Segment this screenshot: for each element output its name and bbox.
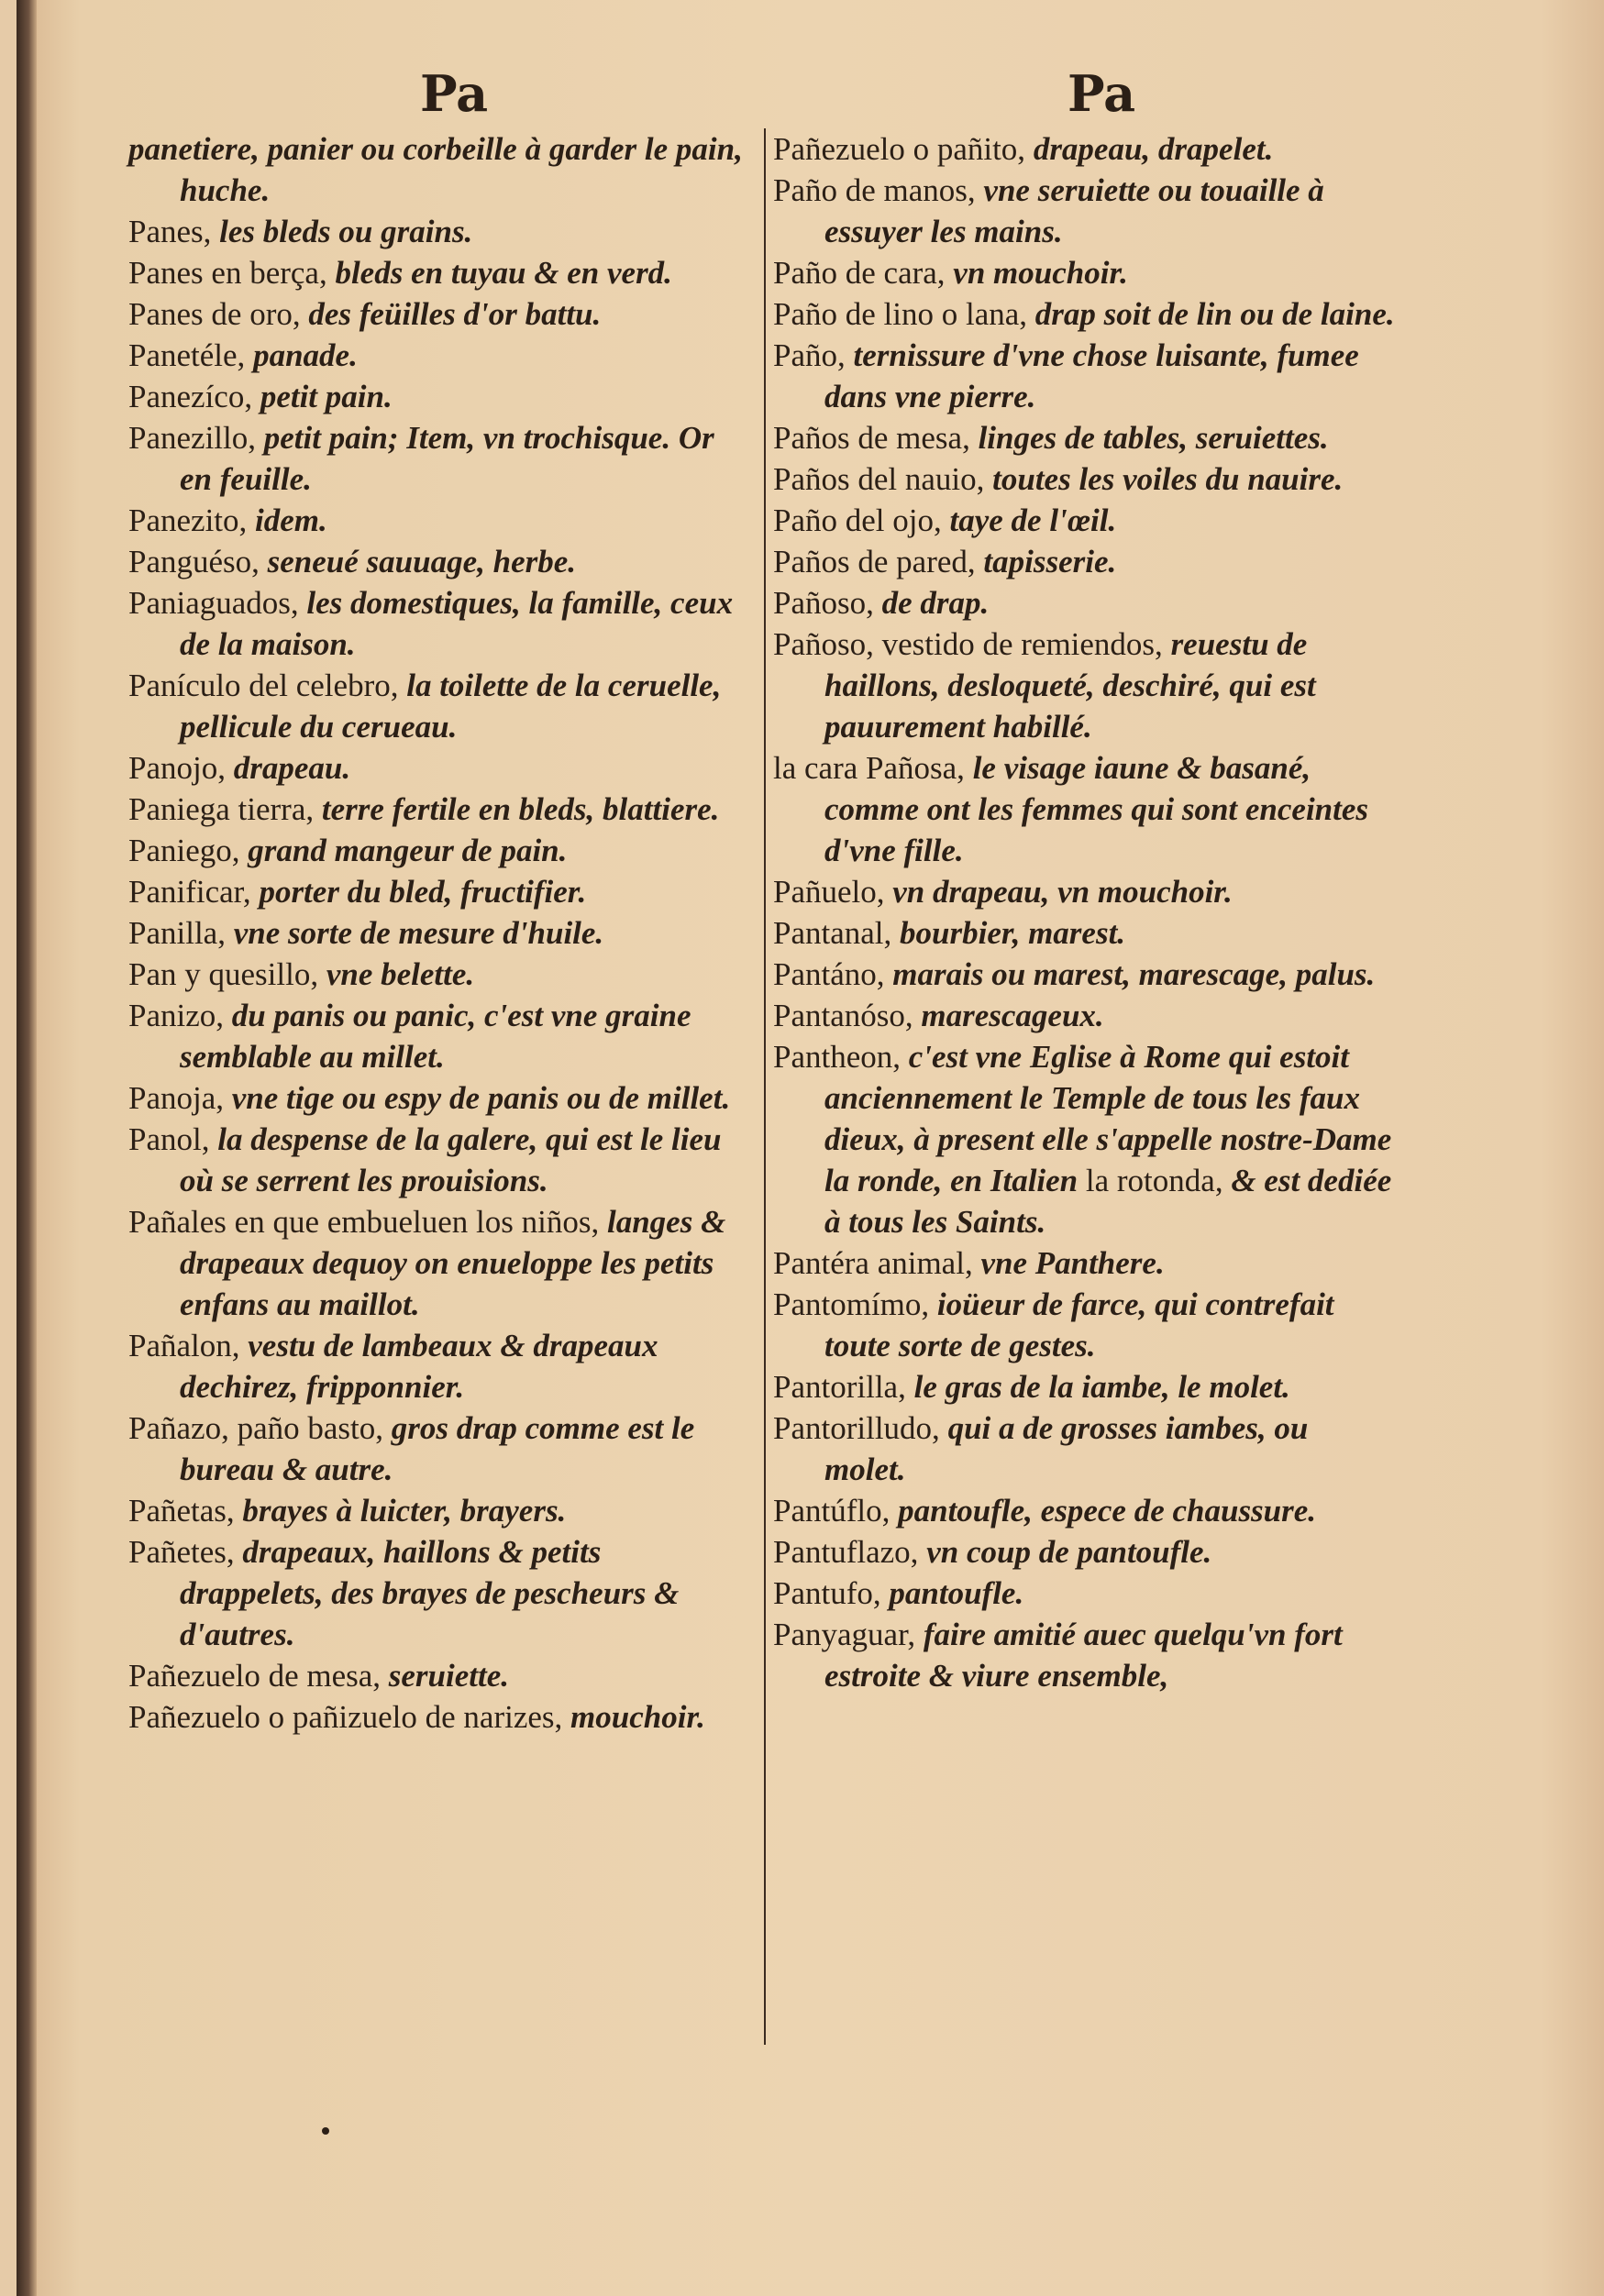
entry-headword: Panyaguar, [773,1617,916,1652]
entry-headword: Panes en berça, [128,255,327,291]
dictionary-entry [128,1407,752,1490]
right-running-head: Pa [1067,64,1136,123]
entry-definition: reuestu de haillons, desloqueté, deschiré, qui est pauurement habillé. [824,626,1316,745]
dictionary-entry [773,1242,1397,1284]
entry-definition: faire amitié auec quelqu'vn fort estroite & viure ensemble, [824,1617,1343,1694]
entry-definition: ternissure d'vne chose luisante, fumee dans vne pierre. [824,337,1359,414]
entry-headword: Panojo, [128,750,226,786]
dictionary-entry [773,417,1397,458]
entry-definition: vestu de lambeaux & drapeaux dechirez, fripponnier. [180,1328,658,1405]
entry-definition: vn drapeau, vn mouchoir. [892,874,1233,910]
dictionary-entry [128,1119,752,1201]
dictionary-entry [128,376,752,417]
entry-definition: les domestiques, la famille, ceux de la maison. [180,585,734,662]
dictionary-entry [773,582,1397,624]
entry-definition: mouchoir. [570,1699,705,1735]
entry-headword: Pantanóso, [773,998,913,1033]
entry-headword: Pantuflazo, [773,1534,919,1570]
dictionary-entry [128,1490,752,1531]
dictionary-entry [128,335,752,376]
entry-headword: Panilla, [128,915,226,951]
left-running-head: Pa [420,64,489,123]
dictionary-entry [128,582,752,665]
entry-definition: seneué sauuage, herbe. [267,544,577,580]
dictionary-entry [128,1655,752,1696]
entry-headword: Panezito, [128,502,248,538]
entry-definition: petit pain; Item, vn trochisque. Or en feuille. [180,420,714,497]
dictionary-entry [128,1201,752,1325]
dictionary-entry [128,747,752,789]
dictionary-entry [128,789,752,830]
entry-headword: Paños del nauio, [773,461,985,497]
dictionary-entry [128,128,752,211]
entry-headword: Panículo del celebro, [128,668,399,703]
entry-headword: Pantéra animal, [773,1245,973,1281]
entry-definition: panetiere, panier ou corbeille à garder le pain, huche. [128,131,743,208]
dictionary-entry [128,417,752,500]
dictionary-entry [773,335,1397,417]
dictionary-entry [128,252,752,293]
dictionary-entry [128,665,752,747]
entry-definition: bourbier, marest. [900,915,1126,951]
entry-headword-secondary: la rotonda, [1085,1163,1223,1198]
entry-headword: Paño de manos, [773,172,976,208]
entry-definition: drapeaux, haillons & petits drappelets, des brayes de pescheurs & d'autres. [180,1534,680,1652]
entry-headword: Paño de cara, [773,255,946,291]
entry-definition: langes & drapeaux dequoy on enueloppe les petits enfans au maillot. [180,1204,726,1322]
entry-definition: vne sorte de mesure d'huile. [233,915,604,951]
entry-definition: vne tige ou espy de panis ou de millet. [231,1080,731,1116]
entry-definition: ioüeur de farce, qui contrefait toute sorte de gestes. [824,1286,1334,1363]
entry-headword: Pantorilla, [773,1369,906,1405]
entry-definition: marescageux. [921,998,1104,1033]
entry-definition: la toilette de la ceruelle, pellicule du cerueau. [180,668,722,745]
entry-headword: Pañoso, [773,585,874,621]
dictionary-entry [128,1531,752,1655]
entry-headword: Paño, [773,337,846,373]
entry-definition: terre fertile en bleds, blattiere. [321,791,720,827]
entry-definition: grand mangeur de pain. [248,833,568,868]
entry-headword: la cara Pañosa, [773,750,965,786]
entry-headword: Panezillo, [128,420,256,456]
dictionary-entry [773,954,1397,995]
dictionary-entry [128,293,752,335]
entry-definition: vne seruiette ou touaille à essuyer les mains. [824,172,1324,249]
entry-definition: linges de tables, seruiettes. [978,420,1329,456]
entry-headword: Panes de oro, [128,296,301,332]
entry-definition: des feüilles d'or battu. [308,296,602,332]
entry-definition: idem. [255,502,327,538]
dictionary-entry [773,500,1397,541]
entry-headword: Pantheon, [773,1039,902,1075]
entry-headword: Pantorilludo, [773,1410,940,1446]
entry-headword: Panguéso, [128,544,260,580]
entry-definition: tapisserie. [983,544,1117,580]
entry-headword: Panizo, [128,998,225,1033]
dictionary-entry [128,954,752,995]
entry-headword: Pañezuelo de mesa, [128,1658,382,1694]
dictionary-entry [128,1696,752,1738]
dictionary-entry [773,1284,1397,1366]
dictionary-entry [773,458,1397,500]
entry-headword: Paños de pared, [773,544,976,580]
dictionary-entry [773,128,1397,170]
entry-headword: Pan y quesillo, [128,956,319,992]
dictionary-entry [128,1077,752,1119]
dictionary-entry [128,912,752,954]
dictionary-entry [128,830,752,871]
entry-definition: vn coup de pantoufle. [926,1534,1212,1570]
dictionary-entry [773,1036,1397,1242]
entry-headword: Paniego, [128,833,240,868]
entry-definition: qui a de grosses iambes, ou molet. [824,1410,1309,1487]
entry-definition: seruiette. [388,1658,510,1694]
entry-headword: Pañales en que embueluen los niños, [128,1204,600,1240]
entry-definition: drapeau, drapelet. [1033,131,1274,167]
entry-definition: drapeau. [233,750,351,786]
entry-definition: panade. [253,337,358,373]
dictionary-entry [773,252,1397,293]
entry-headword: Panol, [128,1121,210,1157]
entry-definition: gros drap comme est le bureau & autre. [180,1410,695,1487]
entry-headword: Pantáno, [773,956,885,992]
entry-definition: brayes à luicter, brayers. [242,1493,567,1529]
entry-headword: Pañetas, [128,1493,235,1529]
dictionary-entry [773,293,1397,335]
entry-headword: Pantufo, [773,1575,881,1611]
left-column [128,128,752,1738]
book-page [17,0,1604,2296]
entry-definition: vne Panthere. [980,1245,1165,1281]
dictionary-entry [773,1407,1397,1490]
entry-definition: la despense de la galere, qui est le lieu où se serrent les prouisions. [180,1121,722,1198]
entry-definition: bleds en tuyau & en verd. [335,255,672,291]
dictionary-entry [128,1325,752,1407]
entry-definition: le visage iaune & basané, comme ont les femmes qui sont enceintes d'vne fille. [824,750,1369,868]
entry-definition: les bleds ou grains. [219,214,473,249]
entry-headword: Pañezuelo o pañito, [773,131,1026,167]
entry-headword: Pañalon, [128,1328,240,1363]
page-gutter [17,0,37,2296]
dictionary-entry [128,871,752,912]
dictionary-entry [773,1490,1397,1531]
entry-definition: vne belette. [326,956,475,992]
dictionary-entry [128,541,752,582]
entry-headword: Pañoso, vestido de remiendos, [773,626,1163,662]
entry-definition: drap soit de lin ou de laine. [1034,296,1395,332]
entry-headword: Paños de mesa, [773,420,970,456]
column-divider [764,128,766,2045]
dictionary-entry [773,747,1397,871]
entry-headword: Pañuelo, [773,874,885,910]
entry-definition: taye de l'œil. [949,502,1117,538]
entry-definition: porter du bled, fructifier. [259,874,587,910]
entry-headword: Panezíco, [128,379,253,414]
entry-definition: pantoufle. [889,1575,1024,1611]
ink-dot [322,2127,329,2135]
right-column [773,128,1397,1696]
dictionary-entry [128,500,752,541]
entry-headword: Paniaguados, [128,585,299,621]
entry-definition-secondary: & est dediée à tous les Saints. [824,1163,1392,1240]
entry-headword: Paño de lino o lana, [773,296,1028,332]
entry-headword: Pantúflo, [773,1493,890,1529]
entry-definition: toutes les voiles du nauire. [992,461,1344,497]
entry-definition: du panis ou panic, c'est vne graine semblable au millet. [180,998,691,1075]
entry-headword: Pañazo, paño basto, [128,1410,383,1446]
dictionary-entry [128,211,752,252]
dictionary-entry [773,1614,1397,1696]
entry-definition: marais ou marest, marescage, palus. [892,956,1376,992]
entry-definition: c'est vne Eglise à Rome qui estoit anciennement le Temple de tous les faux dieux, à present elle s'appelle nostre-Dame la ronde, en Italien [824,1039,1392,1198]
entry-headword: Pañetes, [128,1534,235,1570]
dictionary-entry [773,541,1397,582]
entry-definition: le gras de la iambe, le molet. [913,1369,1290,1405]
entry-headword: Paño del ojo, [773,502,942,538]
entry-headword: Panetéle, [128,337,246,373]
entry-definition: pantoufle, espece de chaussure. [898,1493,1317,1529]
dictionary-entry [773,912,1397,954]
entry-headword: Pantomímo, [773,1286,930,1322]
dictionary-entry [773,1366,1397,1407]
dictionary-entry [773,871,1397,912]
entry-definition: vn mouchoir. [953,255,1128,291]
dictionary-entry [773,1531,1397,1573]
dictionary-entry [773,624,1397,747]
entry-headword: Panificar, [128,874,251,910]
entry-headword: Panoja, [128,1080,225,1116]
dictionary-entry [773,170,1397,252]
dictionary-entry [128,995,752,1077]
entry-headword: Panes, [128,214,212,249]
entry-headword: Pañezuelo o pañizuelo de narizes, [128,1699,563,1735]
entry-headword: Pantanal, [773,915,892,951]
entry-definition: de drap. [881,585,990,621]
dictionary-entry [773,995,1397,1036]
dictionary-entry [773,1573,1397,1614]
entry-definition: petit pain. [260,379,393,414]
entry-headword: Paniega tierra, [128,791,315,827]
